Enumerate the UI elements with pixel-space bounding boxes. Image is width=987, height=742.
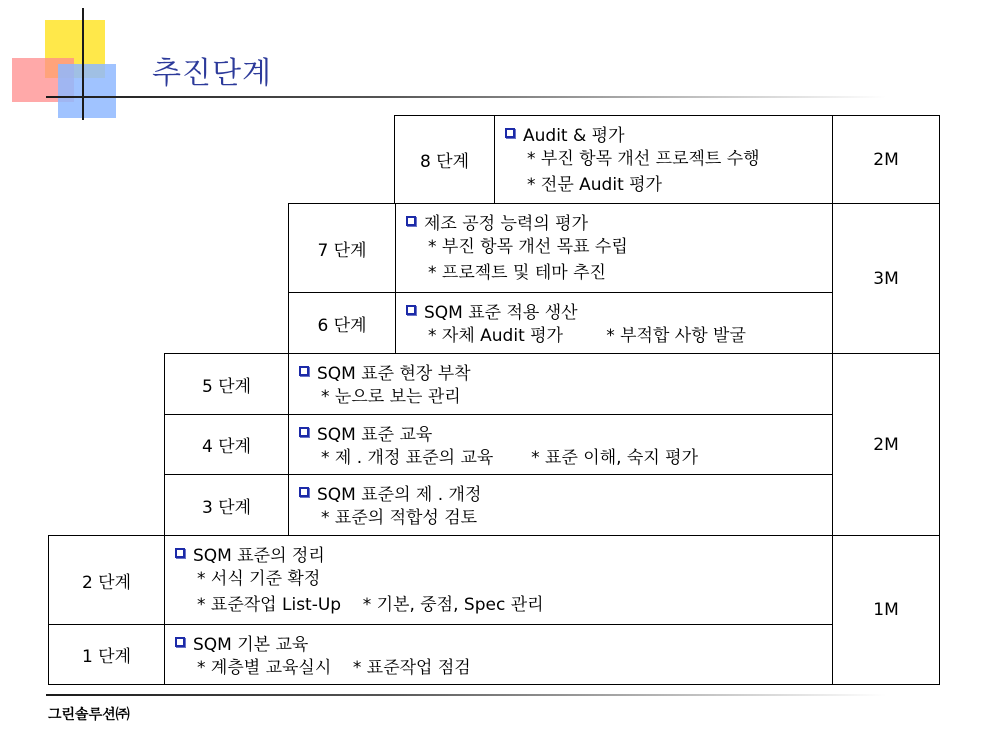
duration-stage-3-5: 2M [832,353,940,536]
stage-2-item: * 표준작업 List-Up * 기본, 중점, Spec 관리 [197,595,544,615]
stage-7-content [395,203,833,293]
stage-7-heading: 제조 공정 능력의 평가 [424,213,589,234]
stage-3-label: 3 단계 [164,474,289,536]
stage-4-item: * 제 . 개정 표준의 교육 * 표준 이해, 숙지 평가 [321,448,699,468]
stage-5-label: 5 단계 [164,353,289,415]
stage-1-heading: SQM 기본 교육 [193,634,309,655]
stage-8-heading: Audit & 평가 [523,125,625,146]
page-title: 추진단계 [152,56,272,91]
checkbox-bullet-icon [175,548,185,558]
stage-6-heading: SQM 표준 적용 생산 [424,302,578,323]
duration-stage-6-7: 3M [832,203,940,354]
stage-7-item: * 프로젝트 및 테마 추진 [428,263,606,283]
stage-7-item: * 부진 항목 개선 목표 수립 [428,237,628,257]
stage-1-label: 1 단계 [48,624,165,685]
logo-square-blue [58,64,116,118]
stage-6-content [395,292,833,354]
checkbox-bullet-icon [299,427,309,437]
stage-2-item: * 서식 기준 확정 [197,569,321,589]
logo-vertical-line [82,8,84,120]
stage-7-label: 7 단계 [288,203,396,293]
stage-5-content [288,353,833,415]
checkbox-bullet-icon [175,637,185,647]
stage-4-content [288,414,833,475]
stage-1-item: * 계층별 교육실시 * 표준작업 점검 [197,658,471,678]
stage-2-content [164,535,833,625]
stage-8-item: * 전문 Audit 평가 [527,175,662,195]
stage-6-item: * 자체 Audit 평가 * 부적합 사항 발굴 [428,326,746,346]
title-divider [46,96,886,98]
stage-3-content [288,474,833,536]
stage-2-label: 2 단계 [48,535,165,625]
stage-2-heading: SQM 표준의 정리 [193,545,325,566]
footer-divider [46,694,886,696]
checkbox-bullet-icon [505,128,515,138]
stage-1-content [164,624,833,685]
checkbox-bullet-icon [406,216,416,226]
stage-3-heading: SQM 표준의 제 . 개정 [317,484,482,505]
stage-6-label: 6 단계 [288,292,396,354]
stage-5-heading: SQM 표준 현장 부착 [317,363,471,384]
stage-4-heading: SQM 표준 교육 [317,424,433,445]
company-name: 그린솔루션㈜ [48,707,130,723]
stage-4-label: 4 단계 [164,414,289,475]
stage-8-label: 8 단계 [394,115,495,204]
stage-8-item: * 부진 항목 개선 프로젝트 수행 [527,149,760,169]
stage-8-content [494,115,833,204]
duration-stage-8: 2M [832,115,940,204]
checkbox-bullet-icon [299,366,309,376]
checkbox-bullet-icon [406,305,416,315]
duration-stage-1-2: 1M [832,535,940,685]
checkbox-bullet-icon [299,487,309,497]
stage-5-item: * 눈으로 보는 관리 [321,387,461,407]
stage-3-item: * 표준의 적합성 검토 [321,508,478,528]
